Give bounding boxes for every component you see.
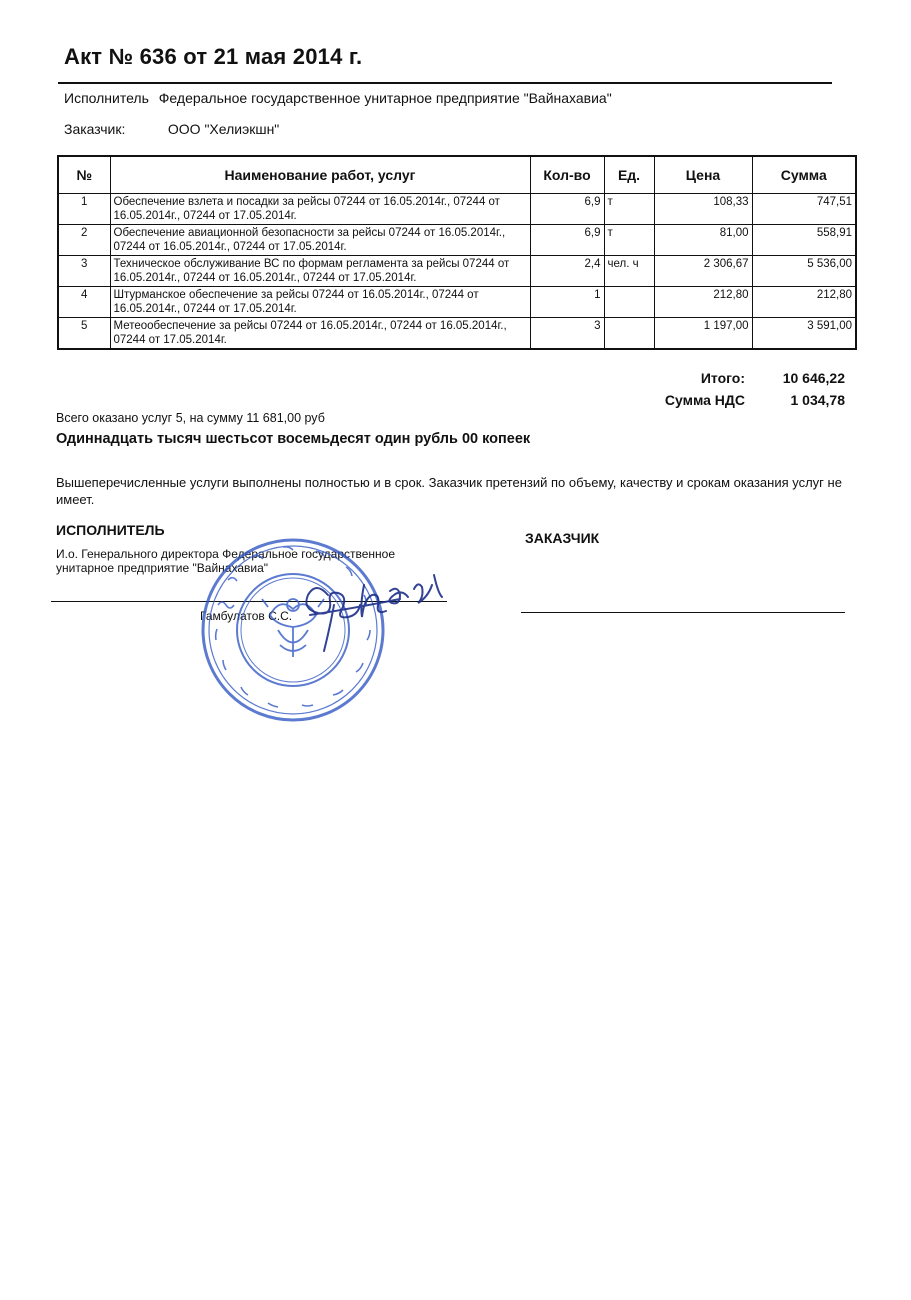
header-price: Цена [654,156,752,194]
executor-signatory-name: Гамбулатов С.С. [200,609,293,623]
header-num: № [58,156,110,194]
customer-signature-line [521,612,845,613]
total-label: Итого: [700,370,745,386]
cell-unit: т [604,194,654,225]
table-row [58,287,856,318]
cell-name: Штурманское обеспечение за рейсы 07244 от 16.05.2014г., 07244 от 16.05.2014г., 07244 от 17.05.2014г. [110,287,530,318]
executor-label: Исполнитель [64,90,149,106]
executor-heading: ИСПОЛНИТЕЛЬ [56,522,165,538]
header-unit: Ед. [604,156,654,194]
cell-unit: чел. ч [604,256,654,287]
cell-name: Метеообеспечение за рейсы 07244 от 16.05.2014г., 07244 от 16.05.2014г., 07244 от 17.05.2014г. [110,318,530,350]
cell-qty: 1 [530,287,604,318]
cell-sum: 5 536,00 [752,256,856,287]
customer-name: ООО "Хелиэкшн" [167,121,280,137]
cell-unit: т [604,225,654,256]
cell-name: Техническое обслуживание ВС по формам регламента за рейсы 07244 от 16.05.2014г., 07244 от 16.05.2014г., 07244 от 17.05.2014г. [110,256,530,287]
header-qty: Кол-во [530,156,604,194]
amount-in-words: Одиннадцать тысяч шестьсот восемьдесят один рубль 00 копеек [56,431,531,447]
cell-qty: 3 [530,318,604,350]
executor-name: Федеральное государственное унитарное предприятие "Вайнахавиа" [158,90,612,106]
executor-row [64,90,612,106]
table-row [58,194,856,225]
title-underline [58,82,832,84]
cell-num: 5 [58,318,110,350]
cell-name: Обеспечение взлета и посадки за рейсы 07244 от 16.05.2014г., 07244 от 16.05.2014г., 07244 от 17.05.2014г. [110,194,530,225]
customer-label: Заказчик: [64,121,126,137]
table-row [58,256,856,287]
cell-price: 1 197,00 [654,318,752,350]
cell-num: 4 [58,287,110,318]
customer-heading: ЗАКАЗЧИК [525,530,600,546]
cell-name: Обеспечение авиационной безопасности за рейсы 07244 от 16.05.2014г., 07244 от 16.05.2014г., 07244 от 17.05.2014г. [110,225,530,256]
services-table [57,155,857,350]
table-row [58,225,856,256]
total-value: 10 646,22 [782,370,845,386]
cell-price: 108,33 [654,194,752,225]
table-row [58,318,856,350]
table-header-row [58,156,856,194]
header-name: Наименование работ, услуг [110,156,530,194]
cell-price: 2 306,67 [654,256,752,287]
cell-num: 2 [58,225,110,256]
executor-position: И.о. Генерального директора Федеральное государственное унитарное предприятие "Вайнахавиа" [56,547,396,575]
cell-qty: 6,9 [530,194,604,225]
signature-icon [290,555,450,665]
completion-statement: Вышеперечисленные услуги выполнены полностью и в срок. Заказчик претензий по объему, качеству и срокам оказания услуг не имеет. [56,475,842,507]
cell-unit [604,287,654,318]
header-sum: Сумма [752,156,856,194]
cell-price: 81,00 [654,225,752,256]
cell-sum: 747,51 [752,194,856,225]
cell-sum: 558,91 [752,225,856,256]
vat-value: 1 034,78 [790,392,845,408]
document-title: Акт № 636 от 21 мая 2014 г. [64,44,363,69]
cell-num: 3 [58,256,110,287]
services-summary: Всего оказано услуг 5, на сумму 11 681,00 руб [56,411,325,425]
cell-qty: 2,4 [530,256,604,287]
cell-qty: 6,9 [530,225,604,256]
customer-row [64,121,279,137]
cell-sum: 212,80 [752,287,856,318]
cell-price: 212,80 [654,287,752,318]
vat-label: Сумма НДС [664,392,745,408]
cell-unit [604,318,654,350]
cell-num: 1 [58,194,110,225]
cell-sum: 3 591,00 [752,318,856,350]
